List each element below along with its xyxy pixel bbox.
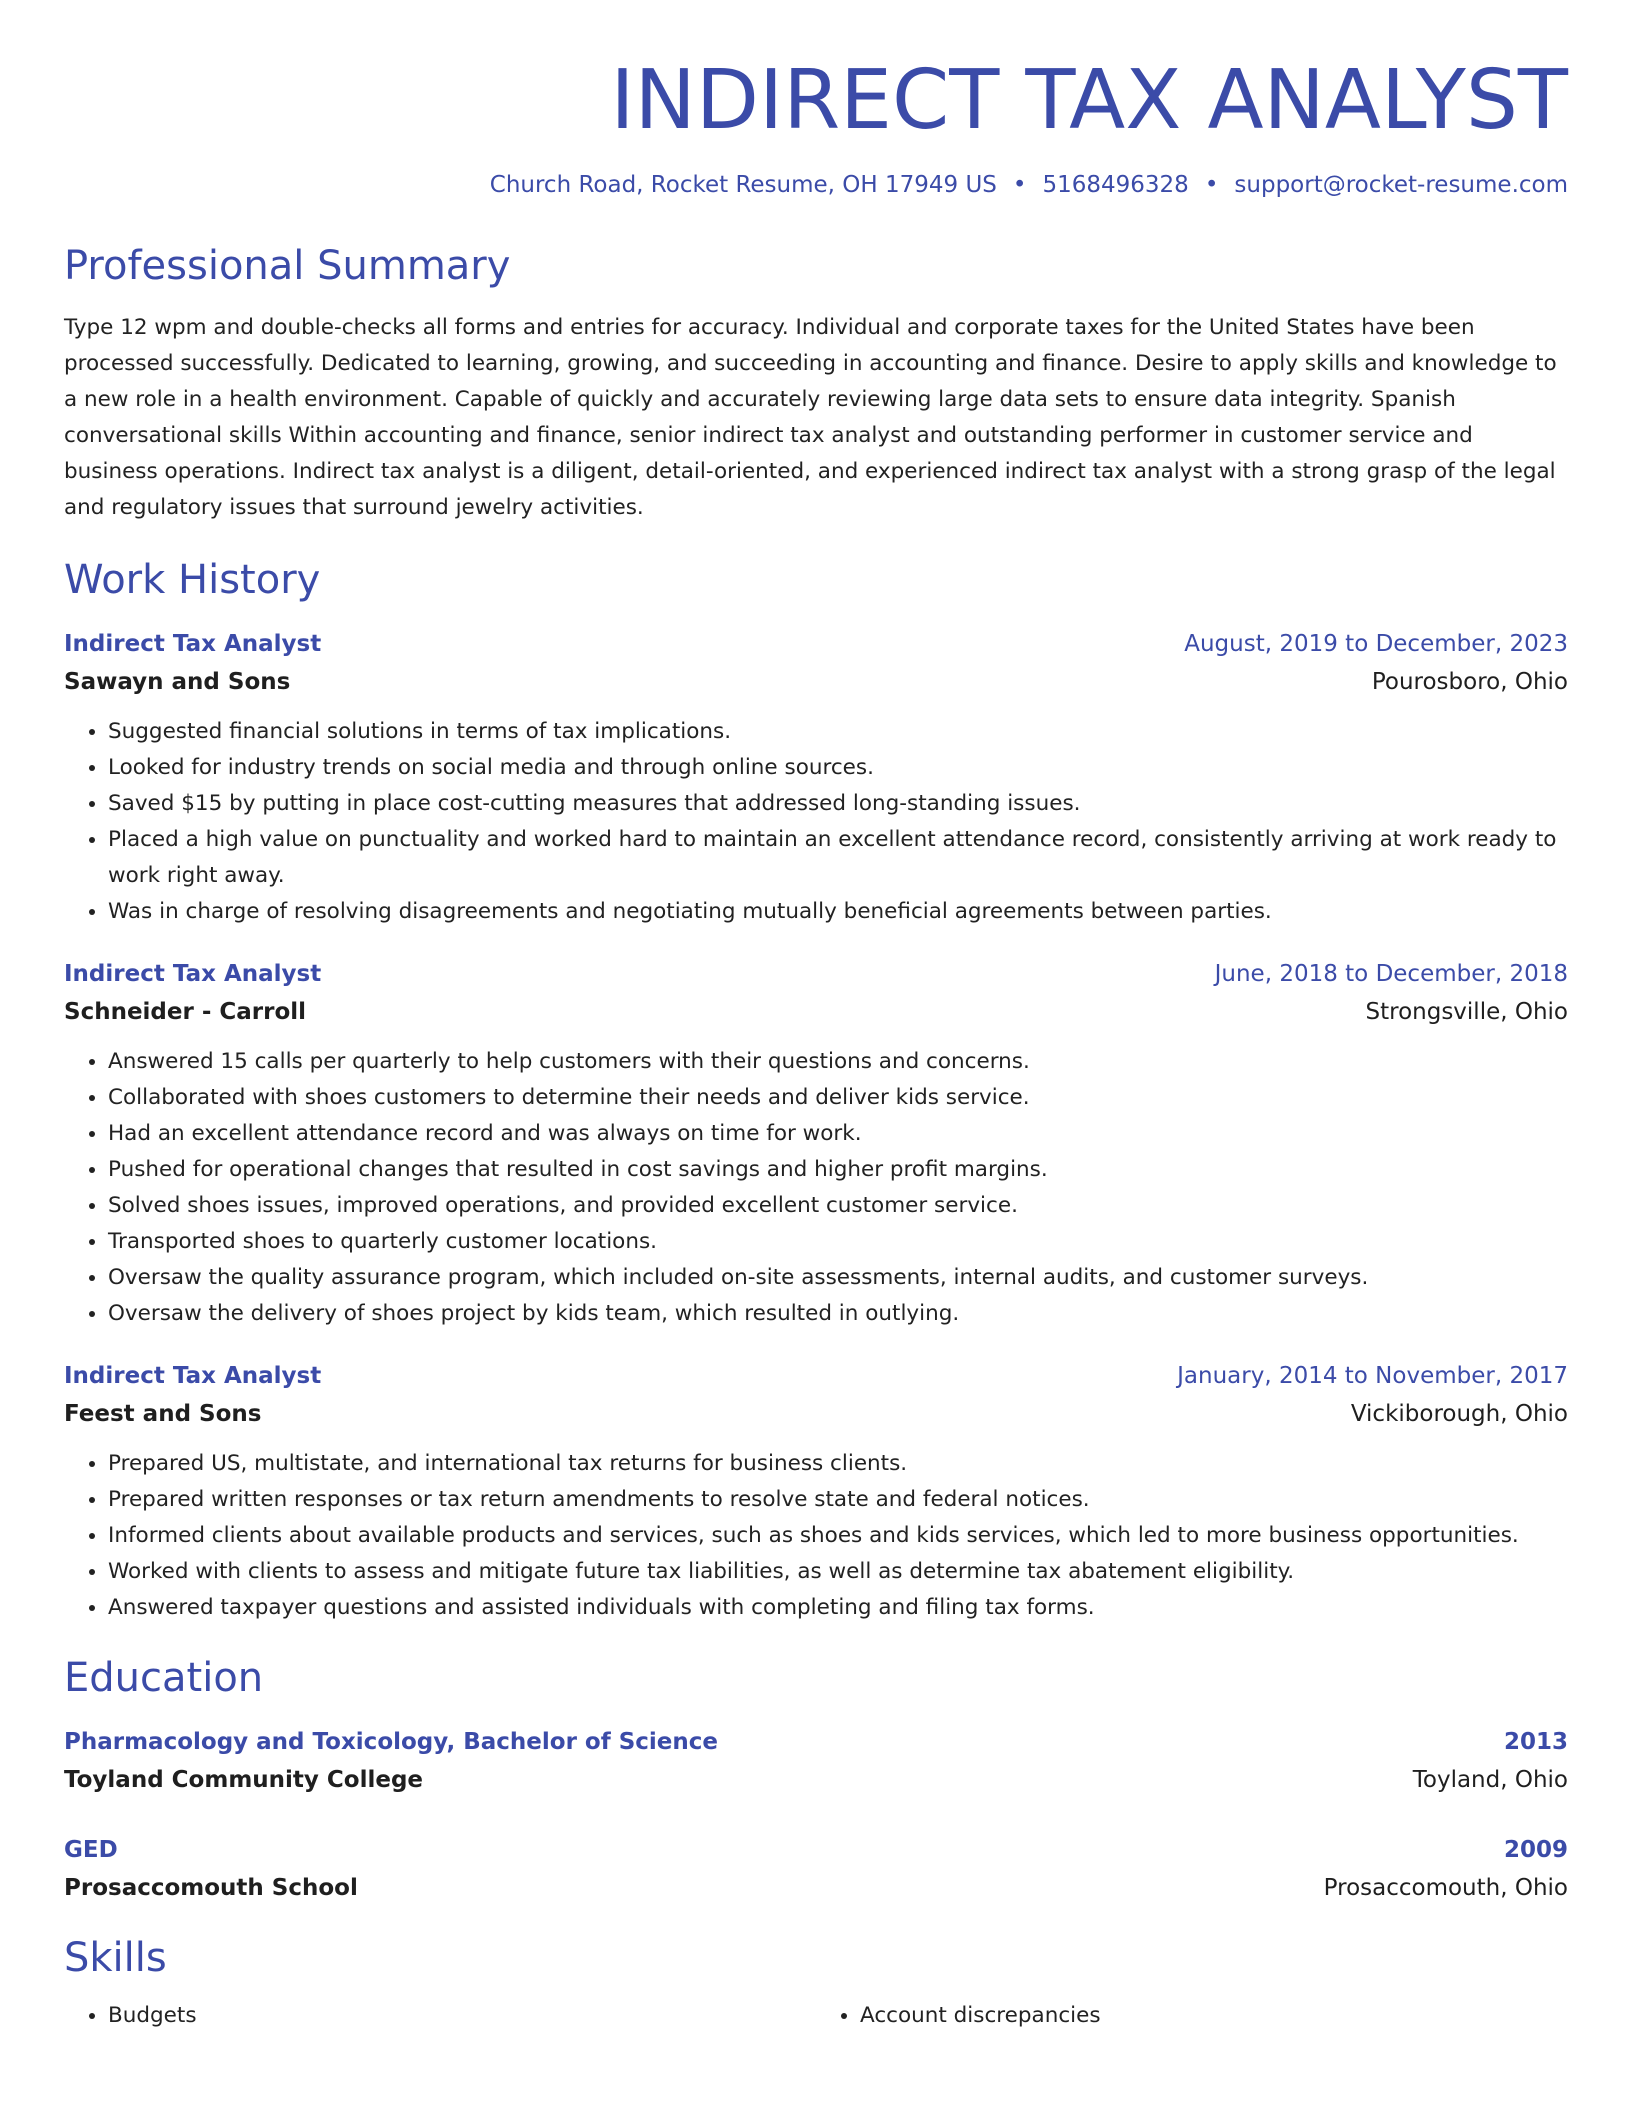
contact-line (64, 172, 1568, 198)
job-title-row (64, 1358, 1568, 1394)
list-item: • Oversaw the delivery of shoes project by kids team, which resulted in outlying. (108, 1296, 1568, 1332)
list-item: • Answered 15 calls per quarterly to help customers with their questions and concerns. (108, 1044, 1568, 1080)
skills-column-left (64, 1998, 816, 2034)
summary-heading: Professional Summary (64, 243, 511, 290)
email-link[interactable]: support@rocket-resume.com (1234, 172, 1568, 199)
job-company: Schneider - Carroll (64, 999, 307, 1026)
degree-row (64, 1832, 1568, 1868)
summary-text: Type 12 wpm and double-checks all forms and entries for accuracy. Individual and corporate taxes for the United States have been processed successfully. Dedicated to learning, growing, and succeeding in accounting and finance. Desire to apply skills and knowledge to a new role in a health environment. Capable of quickly and accurately reviewing large data sets to ensure data integrity. Spanish conversational skills Within accounting and finance, senior indirect tax analyst and outstanding performer in customer service and business operations. Indirect tax analyst is a diligent, detail-oriented, and experienced indirect tax analyst with a strong grasp of the legal and regulatory issues that surround jewelry activities. (64, 315, 1557, 521)
list-item: • Answered taxpayer questions and assisted individuals with completing and filing tax forms. (108, 1590, 1568, 1626)
job-dates: August, 2019 to December, 2023 (1184, 631, 1568, 658)
job-role: Indirect Tax Analyst (64, 631, 322, 658)
job-location: Vickiborough, Ohio (1350, 1401, 1568, 1428)
job-bullets (64, 1044, 1568, 1332)
education-entry (64, 1724, 1568, 1800)
list-item: • Collaborated with shoes customers to determine their needs and deliver kids service. (108, 1080, 1568, 1116)
list-item: • Oversaw the quality assurance program, which included on-site assessments, internal audits, and customer surveys. (108, 1260, 1568, 1296)
skills-list (64, 1998, 1568, 2034)
job-entry (64, 1358, 1568, 1626)
school-name: Prosaccomouth School (64, 1875, 358, 1902)
degree: GED (64, 1837, 118, 1864)
list-item: • Pushed for operational changes that resulted in cost savings and higher profit margins. (108, 1152, 1568, 1188)
list-item: • Worked with clients to assess and mitigate future tax liabilities, as well as determine tax abatement eligibility. (108, 1554, 1568, 1590)
job-dates: January, 2014 to November, 2017 (1177, 1363, 1568, 1390)
job-location: Strongsville, Ohio (1365, 999, 1568, 1026)
job-role: Indirect Tax Analyst (64, 961, 322, 988)
list-item: • Solved shoes issues, improved operations, and provided excellent customer service. (108, 1188, 1568, 1224)
skills-heading: Skills (64, 1935, 167, 1982)
list-item: • Prepared written responses or tax return amendments to resolve state and federal notices. (108, 1482, 1568, 1518)
skill-item: • Budgets (108, 1998, 816, 2034)
skill-item: • Account discrepancies (860, 1998, 1568, 2034)
job-bullets (64, 714, 1568, 930)
degree-row (64, 1724, 1568, 1760)
graduation-year: 2013 (1503, 1729, 1568, 1756)
job-company-row (64, 662, 1568, 702)
job-bullets (64, 1446, 1568, 1626)
list-item: • Informed clients about available products and services, such as shoes and kids services, which led to more business opportunities. (108, 1518, 1568, 1554)
school-name: Toyland Community College (64, 1767, 424, 1794)
list-item: • Transported shoes to quarterly customer locations. (108, 1224, 1568, 1260)
candidate-title: INDIRECT TAX ANALYST (610, 53, 1568, 148)
list-item: • Looked for industry trends on social media and through online sources. (108, 750, 1568, 786)
job-company-row (64, 1394, 1568, 1434)
job-title-row (64, 626, 1568, 662)
degree: Pharmacology and Toxicology, Bachelor of Science (64, 1729, 719, 1756)
work-history-heading: Work History (64, 557, 321, 604)
skills-column-right (816, 1998, 1568, 2034)
separator: • (1204, 172, 1219, 199)
list-item: • Suggested financial solutions in terms of tax implications. (108, 714, 1568, 750)
list-item: • Was in charge of resolving disagreements and negotiating mutually beneficial agreements between parties. (108, 894, 1568, 930)
school-row (64, 1868, 1568, 1908)
education-heading: Education (64, 1655, 264, 1702)
phone[interactable]: 5168496328 (1042, 172, 1189, 199)
list-item: • Saved $15 by putting in place cost-cutting measures that addressed long-standing issues. (108, 786, 1568, 822)
job-entry (64, 626, 1568, 930)
job-company: Sawayn and Sons (64, 669, 291, 696)
job-company-row (64, 992, 1568, 1032)
school-row (64, 1760, 1568, 1800)
list-item: • Had an excellent attendance record and was always on time for work. (108, 1116, 1568, 1152)
job-role: Indirect Tax Analyst (64, 1363, 322, 1390)
job-entry (64, 956, 1568, 1332)
job-location: Pourosboro, Ohio (1371, 669, 1568, 696)
address: Church Road, Rocket Resume, OH 17949 US (489, 172, 997, 199)
education-entry (64, 1832, 1568, 1908)
job-title-row (64, 956, 1568, 992)
job-company: Feest and Sons (64, 1401, 262, 1428)
list-item: • Placed a high value on punctuality and worked hard to maintain an excellent attendance record, consistently arriving at work ready to work right away. (108, 822, 1568, 894)
separator: • (1012, 172, 1027, 199)
list-item: • Prepared US, multistate, and international tax returns for business clients. (108, 1446, 1568, 1482)
job-dates: June, 2018 to December, 2018 (1214, 961, 1568, 988)
school-location: Toyland, Ohio (1412, 1767, 1568, 1794)
graduation-year: 2009 (1503, 1837, 1568, 1864)
resume-header (64, 52, 1568, 198)
school-location: Prosaccomouth, Ohio (1323, 1875, 1568, 1902)
